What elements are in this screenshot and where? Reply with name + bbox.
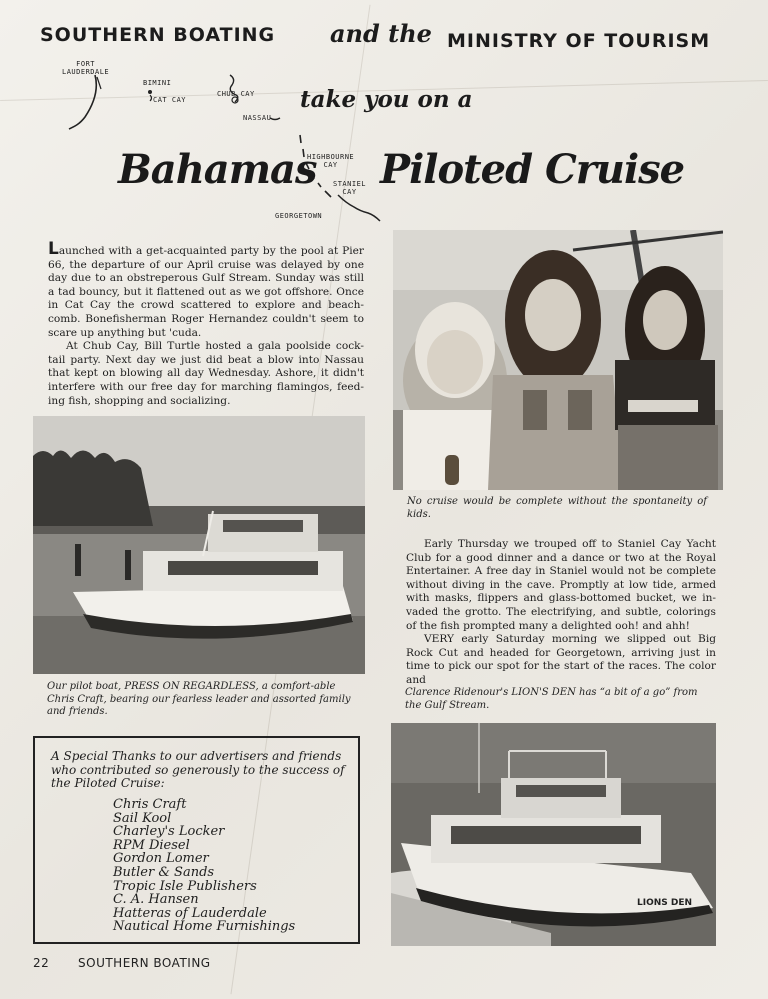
article-paragraph-1 bbox=[48, 239, 364, 340]
map-label-cat-cay: CAT CAY bbox=[153, 96, 187, 104]
sponsor-item: Nautical Home Furnishings bbox=[113, 919, 296, 935]
footer-publication: SOUTHERN BOATING bbox=[78, 956, 211, 970]
sponsor-item: C. A. Hansen bbox=[113, 892, 199, 908]
caption-kids: No cruise would be complete without the spontaneity of kids. bbox=[407, 496, 707, 520]
map-label-highbourne: HIGHBOURNE bbox=[307, 153, 355, 161]
title-piloted-cruise: Piloted Cruise bbox=[380, 146, 685, 193]
article-column-right bbox=[406, 538, 716, 688]
sponsor-item: RPM Diesel bbox=[113, 837, 190, 853]
article-paragraph-2: At Chub Cay, Bill Turtle hosted a gala poolside cock-tail party. Next day we just did beat a blow into Nassau that kept on blowing all day Wednesday. Ashore, it didn't interfere with our free day for marching flamingos, feed-ing fish, shopping and socializing. bbox=[48, 340, 364, 407]
map-label-lauderdale: LAUDERDALE bbox=[62, 68, 110, 76]
photo-kids bbox=[393, 230, 723, 490]
boat-hull-name: LIONS DEN bbox=[637, 898, 693, 908]
sponsor-item: Butler & Sands bbox=[113, 864, 215, 880]
sponsor-item: Chris Craft bbox=[113, 797, 187, 812]
map-label-nassau: NASSAU bbox=[243, 114, 272, 122]
map-label-chub-cay: CHUB CAY bbox=[217, 90, 255, 98]
header-ministry-of-tourism: MINISTRY OF TOURISM bbox=[447, 30, 711, 52]
sponsor-item: Gordon Lomer bbox=[113, 851, 209, 867]
sponsor-list bbox=[113, 798, 295, 934]
map-label-staniel-cay-word: CAY bbox=[342, 188, 357, 196]
article-paragraph-4: VERY early Saturday morning we slipped out Big Rock Cut and headed for Georgetown, arriving just in time to pick our spot for the start of the races. The color and bbox=[406, 633, 716, 686]
map-label-georgetown: GEORGETOWN bbox=[275, 212, 323, 220]
header-southern-boating: SOUTHERN BOATING bbox=[40, 24, 276, 46]
map-label-highbourne-cay-word: CAY bbox=[323, 161, 338, 169]
caption-lions-den: Clarence Ridenour's LION'S DEN has “a bit of a go” from the Gulf Stream. bbox=[405, 687, 698, 711]
article-column-left bbox=[48, 239, 364, 408]
map-label-fort: FORT bbox=[76, 60, 95, 68]
article-paragraph-3: Early Thursday we trouped off to Staniel Cay Yacht Club for a good dinner and a dance or two at the Royal Entertainer. A free day in Staniel would not be complete without diving in the cave. Promptly at low tide, armed with masks, flippers and glass-bottomed bucket, we in-vaded the grotto. The electrifying, and subtle, colorings of the fish prompted many a delighted ooh! and ahh! bbox=[406, 538, 716, 632]
sponsor-item: Sail Kool bbox=[113, 810, 172, 826]
sponsor-item: Tropic Isle Publishers bbox=[113, 878, 257, 894]
map-label-staniel-cay bbox=[333, 180, 366, 196]
map-label-staniel: STANIEL bbox=[333, 180, 367, 188]
title-bahamas: Bahamas bbox=[118, 146, 317, 193]
map-label-fort-lauderdale bbox=[62, 60, 109, 76]
tagline: take you on a bbox=[300, 86, 473, 113]
sponsor-item: Charley's Locker bbox=[113, 824, 225, 840]
photo-lions-den-illustration bbox=[391, 723, 716, 946]
drop-cap: L bbox=[48, 239, 59, 259]
caption-pilot-boat: Our pilot boat, PRESS ON REGARDLESS, a comfort-able Chris Craft, bearing our fearless leader and assorted family and friends. bbox=[47, 681, 351, 717]
photo-pilot-boat bbox=[33, 416, 365, 674]
thanks-box bbox=[33, 736, 360, 944]
map-label-bimini: BIMINI bbox=[143, 79, 172, 87]
article-paragraph-1-text: aunched with a get-acquainted party by the pool at Pier 66, the departure of our April cruise was delayed by one day due to an obstreperous Gulf Stream. Sunday was still a tad bouncy, but it flattened out as we got offshore. Once in Cat Cay the crowd scattered to explore and beach-comb. Bonefisherman Roger Hernandez couldn't seem to scare up anything but 'cuda. bbox=[48, 245, 364, 339]
photo-lions-den bbox=[391, 723, 716, 946]
footer-page-number: 22 bbox=[33, 956, 50, 970]
header-and-the: and the bbox=[330, 19, 432, 48]
photo-pilot-boat-illustration bbox=[33, 416, 365, 674]
thanks-intro: A Special Thanks to our advertisers and friends who contributed so generously to the success of the Piloted Cruise: bbox=[51, 749, 345, 790]
photo-kids-illustration bbox=[393, 230, 723, 490]
sponsor-item: Hatteras of Lauderdale bbox=[113, 905, 267, 921]
